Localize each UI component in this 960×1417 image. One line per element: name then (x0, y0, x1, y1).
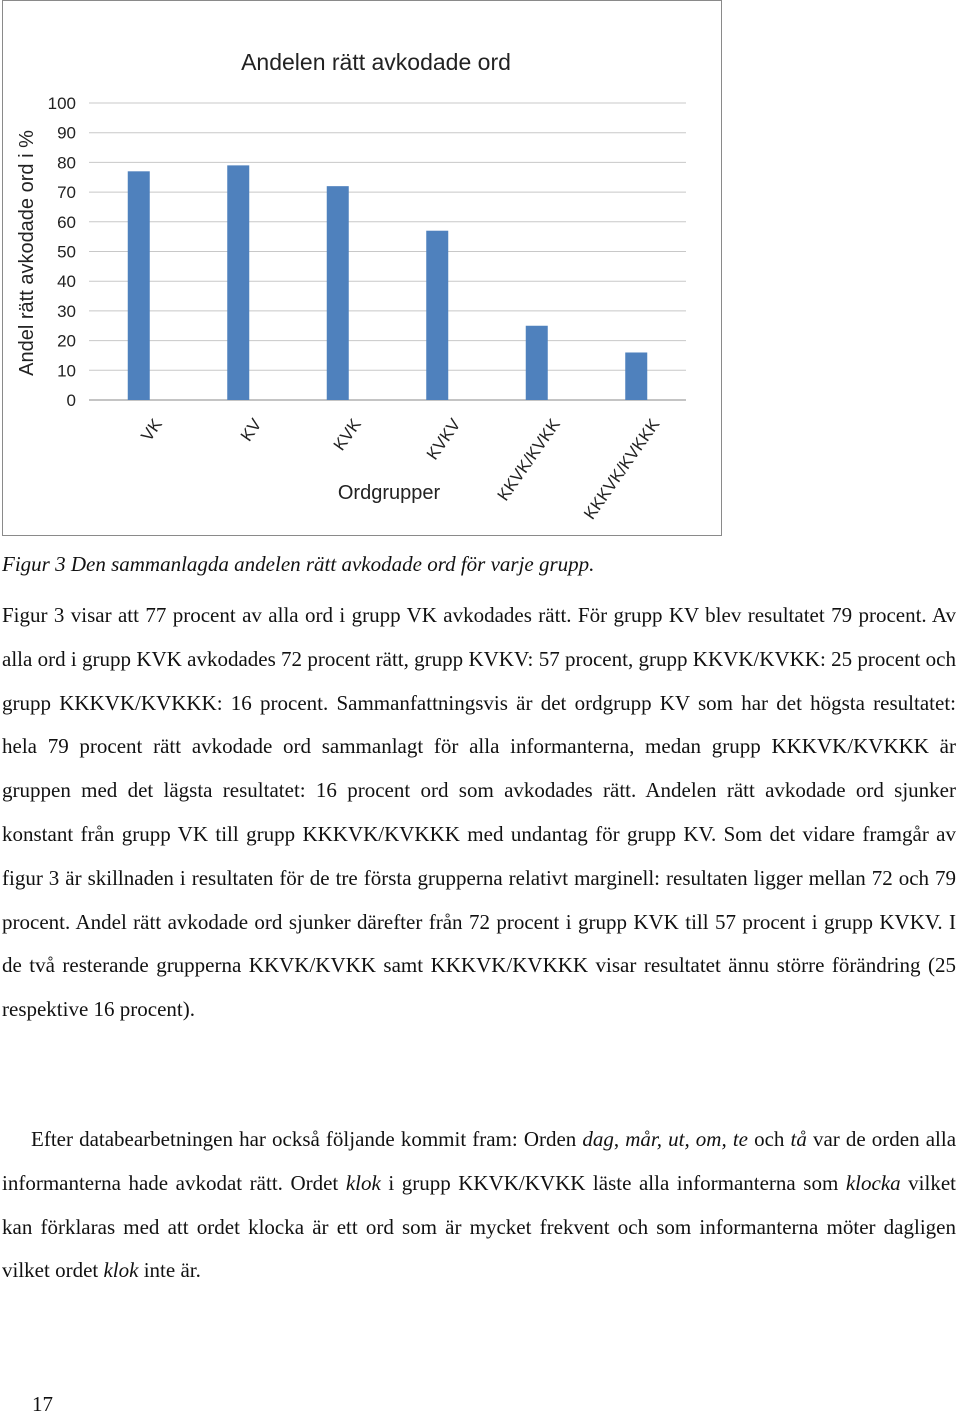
y-tick-label: 70 (57, 183, 76, 203)
emphasized-word: mår, ut, om, te (625, 1127, 748, 1151)
x-tick-label: KKVK/KVKK (493, 415, 564, 505)
x-axis-tick-labels (137, 415, 663, 523)
emphasized-word: klok (103, 1258, 139, 1283)
bar-chart (2, 0, 722, 536)
paragraph-text: , (613, 1127, 626, 1151)
bar-kv (227, 165, 249, 400)
x-tick-label: KKKVK/KVKKK (580, 415, 664, 523)
y-tick-label: 90 (57, 123, 76, 143)
y-tick-label: 0 (66, 391, 76, 410)
y-tick-label: 40 (57, 272, 76, 292)
x-tick-label: KVKV (422, 415, 465, 464)
bar-vk (128, 171, 150, 400)
page-number: 17 (32, 1392, 53, 1416)
paragraph-text: i grupp KKVK/KVKK läste alla informanterna som (380, 1170, 846, 1195)
bar-kvk (327, 186, 349, 400)
x-tick-label: KVK (329, 415, 365, 455)
chart-canvas (3, 1, 723, 537)
x-tick-label: VK (137, 415, 166, 445)
bar-kkvk-kvkk (526, 326, 548, 400)
emphasized-word: klok (345, 1170, 381, 1195)
y-axis-tick-labels (48, 94, 76, 410)
y-tick-label: 50 (57, 242, 76, 262)
paragraph-text: och (747, 1127, 791, 1151)
y-tick-label: 100 (47, 94, 76, 113)
y-tick-label: 60 (57, 212, 76, 232)
paragraph-text: var de orden alla informanterna hade avkodat rätt. Ordet (2, 1127, 957, 1195)
chart-bars (128, 165, 648, 400)
paragraph-text: vilket kan förklaras med att ordet klocka är ett ord som är mycket frekvent och som informanterna möter dagligen vilket ordet (2, 1170, 957, 1283)
y-tick-label: 20 (57, 331, 76, 351)
chart-title: Andelen rätt avkodade ord (241, 49, 511, 75)
emphasized-word: dag (582, 1127, 614, 1151)
x-tick-label: KV (236, 415, 266, 445)
paragraph-text: inte är. (138, 1258, 201, 1283)
y-tick-label: 80 (57, 153, 76, 173)
y-axis-label: Andel rätt avkodade ord i % (16, 130, 38, 376)
emphasized-word: klocka (845, 1170, 901, 1195)
bar-kkkvk-kvkkk (625, 352, 647, 400)
emphasized-word: tå (790, 1127, 807, 1151)
body-paragraph-2 (2, 1118, 956, 1293)
x-axis-label: Ordgrupper (337, 482, 441, 504)
y-tick-label: 30 (57, 301, 76, 321)
figure-caption: Figur 3 Den sammanlagda andelen rätt avkodade ord för varje grupp. (2, 552, 595, 576)
bar-kvkv (426, 231, 448, 400)
paragraph-text: Efter databearbetningen har också följande kommit fram: Orden (31, 1127, 583, 1151)
body-paragraph-1: Figur 3 visar att 77 procent av alla ord i grupp VK avkodades rätt. För grupp KV blev resultatet 79 procent. Av alla ord i grupp KVK avkodades 72 procent rätt, grupp KVKV: 57 procent, grupp KKVK/KVKK: 25 procent och grupp KKKVK/KVKKK: 16 procent. Sammanfattningsvis är det ordgrupp KV som har det högsta resultatet: hela 79 procent rätt avkodade ord sammanlagt för alla informanterna, medan grupp KKKVK/KVKKK är gruppen med det lägsta resultatet: 16 procent ord som avkodades rätt. Andelen rätt avkodade ord sjunker konstant från grupp VK till grupp KKKVK/KVKKK med undantag för grupp KV. Som det vidare framgår av figur 3 är skillnaden i resultaten för de tre första grupperna relativt marginell: resultaten ligger mellan 72 och 79 procent. Andel rätt avkodade ord sjunker därefter från 72 procent i grupp KVK till 57 procent i grupp KVKV. I de två resterande grupperna KKVK/KVKK samt KKKVK/KVKKK visar resultatet ännu större förändring (25 respektive 16 procent). (2, 603, 956, 1022)
chart-gridlines (89, 103, 686, 400)
y-tick-label: 10 (57, 361, 76, 381)
